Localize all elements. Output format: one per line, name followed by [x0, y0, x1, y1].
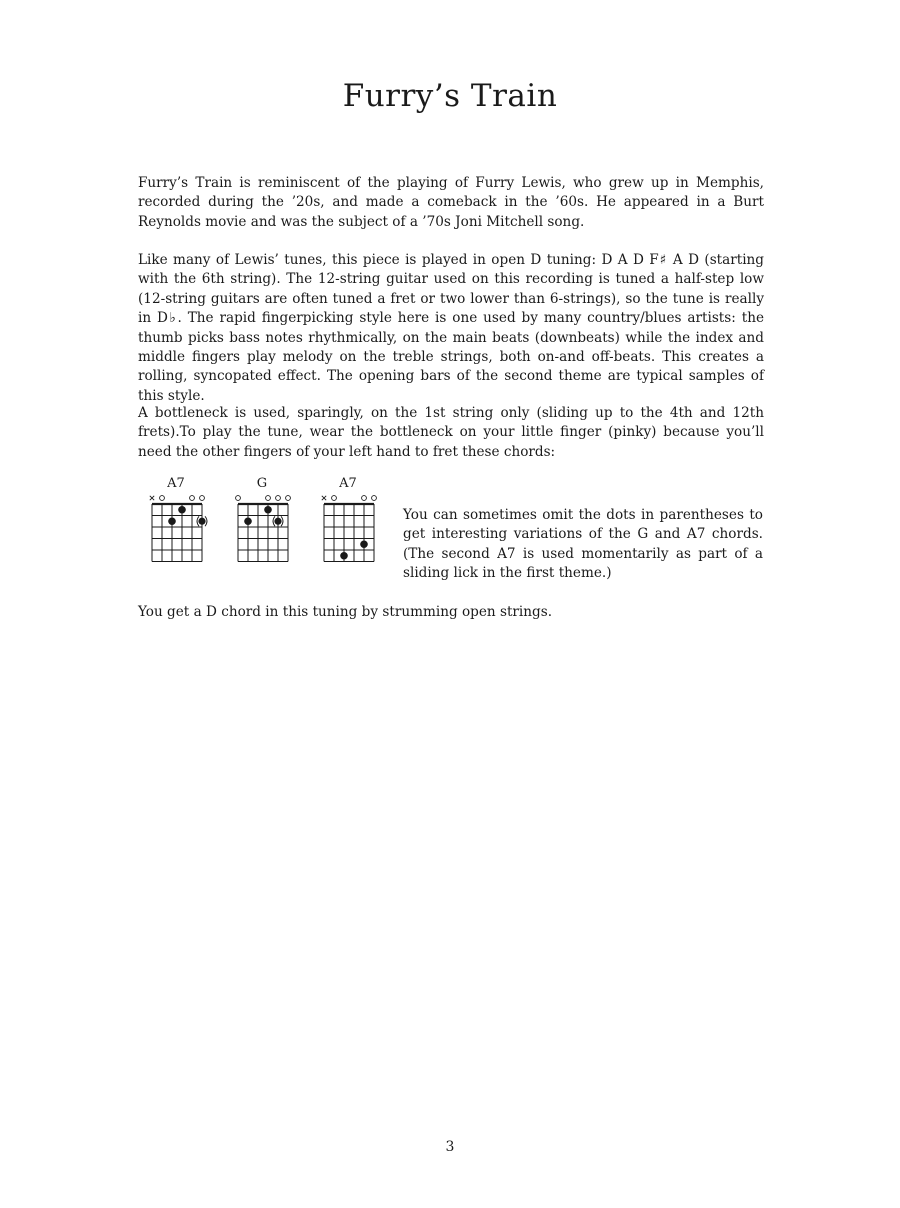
open-string-marker — [236, 496, 241, 501]
finger-dot — [178, 506, 186, 514]
chord-note: You can sometimes omit the dots in parentheses to get interesting variations of the G and A7 chords. (The second A7 is used momentarily as part of a sliding lick in the first theme.) — [403, 507, 763, 582]
open-string-marker — [266, 496, 271, 501]
finger-dot — [198, 518, 205, 525]
page-title: Furry’s Train — [342, 78, 558, 114]
bottleneck-paragraph: A bottleneck is used, sparingly, on the 1st string only (sliding up to the 4th and 12th frets).To play the tune, wear the bottleneck on your little finger (pinky) because you’ll need the other fingers of your left hand to fret these chords: — [138, 405, 764, 460]
intro-paragraph: Furry’s Train is reminiscent of the playing of Furry Lewis, who grew up in Memphis, recorded during the ’20s, and made a comeback in the ’60s. He appeared in a Burt Reynolds movie and was the subject of a ’70s Joni Mitchell song. — [138, 175, 764, 230]
chord-diagram-g — [229, 476, 295, 580]
finger-dot — [244, 517, 252, 525]
chord-name: A7 — [167, 476, 185, 491]
open-string-marker — [276, 496, 281, 501]
open-string-marker — [332, 496, 337, 501]
open-string-marker — [160, 496, 165, 501]
finger-dot — [168, 517, 176, 525]
chord-diagrams — [143, 476, 393, 580]
chord-name: A7 — [339, 476, 357, 491]
open-string-marker — [362, 496, 367, 501]
chord-grid — [143, 492, 203, 578]
open-string-marker — [286, 496, 291, 501]
muted-string-marker — [150, 496, 154, 500]
chord-diagram-a7-first — [143, 476, 209, 580]
optional-finger-dot — [273, 516, 283, 526]
page-number: 3 — [445, 1139, 455, 1155]
optional-finger-dot — [197, 516, 207, 526]
tuning-paragraph: Like many of Lewis’ tunes, this piece is played in open D tuning: D A D F♯ A D (starting with the 6th string). The 12-string guitar used on this recording is tuned a half-step low (12-string guitars are often tuned a fret or two lower than 6-strings), so the tune is really in D♭. The rapid fingerpicking style here is one used by many country/blues artists: the thumb picks bass notes rhythmically, on the main beats (downbeats) while the index and middle fingers play melody on the treble strings, both on-and off-beats. This creates a rolling, syncopated effect. The opening bars of the second theme are typical samples of this style. — [138, 252, 764, 404]
muted-string-marker — [322, 496, 326, 500]
chord-name: G — [256, 476, 268, 491]
finger-dot — [264, 506, 272, 514]
chord-diagram-a7-second — [315, 476, 381, 580]
chord-grid — [229, 492, 289, 578]
open-string-marker — [200, 496, 205, 501]
finger-dot — [360, 540, 368, 548]
open-string-marker — [372, 496, 377, 501]
finger-dot — [340, 552, 348, 560]
open-string-marker — [190, 496, 195, 501]
chord-grid — [315, 492, 375, 578]
d-chord-paragraph: You get a D chord in this tuning by strumming open strings. — [138, 604, 553, 620]
finger-dot — [274, 518, 281, 525]
